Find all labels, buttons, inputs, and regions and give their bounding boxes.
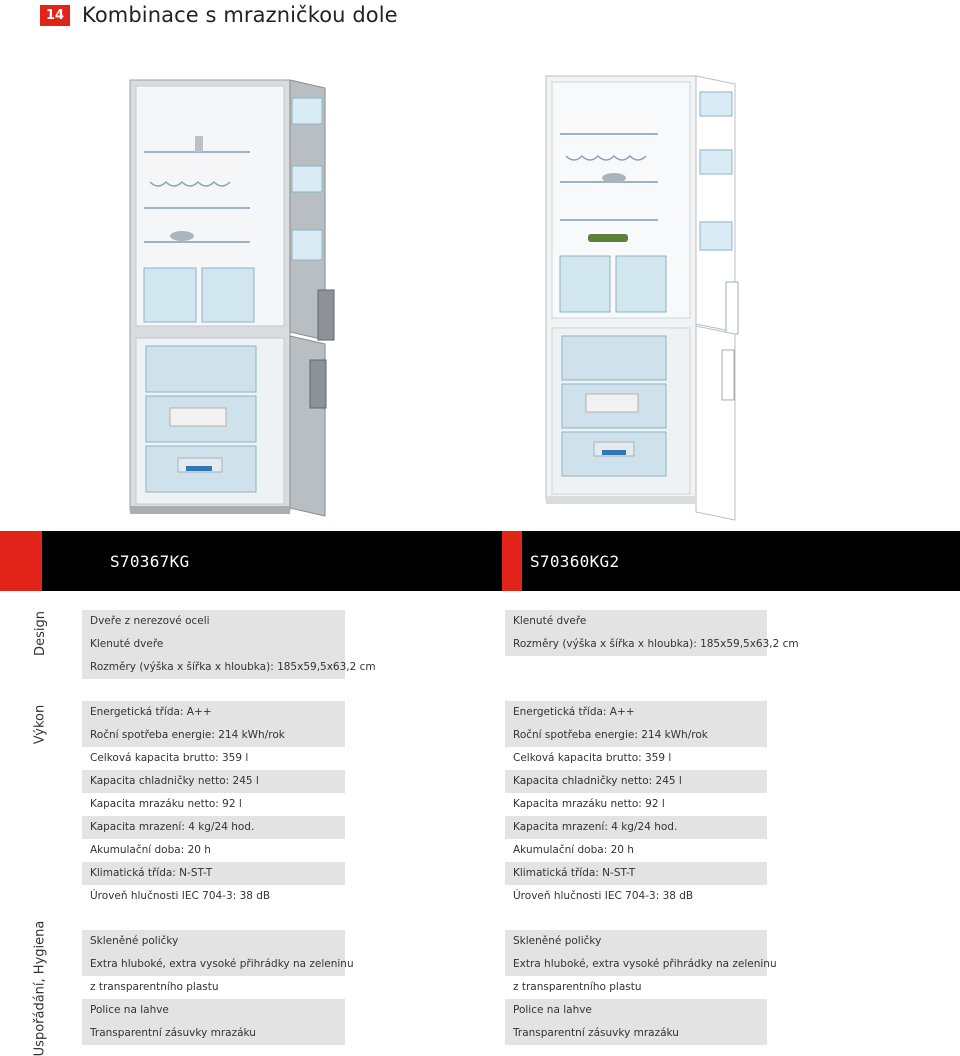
band-accent-left: [0, 531, 42, 591]
right-vykon-list: [505, 701, 767, 908]
section-label-design: Design: [32, 610, 48, 656]
spec-row: Kapacita chladničky netto: 245 l: [82, 770, 345, 793]
spec-row: Klenuté dveře: [505, 610, 767, 633]
model-name-right: S70360KG2: [530, 552, 620, 571]
spec-row: z transparentního plastu: [505, 976, 767, 999]
spec-row: Extra hluboké, extra vysoké přihrádky na zeleninu: [82, 953, 345, 976]
spec-row: Police na lahve: [505, 999, 767, 1022]
spec-row: Extra hluboké, extra vysoké přihrádky na zeleninu: [505, 953, 767, 976]
spec-row: z transparentního plastu: [82, 976, 345, 999]
spec-row: Celková kapacita brutto: 359 l: [82, 747, 345, 770]
page-number: 14: [40, 5, 70, 26]
spec-row: Energetická třída: A++: [505, 701, 767, 724]
page-title: Kombinace s mrazničkou dole: [82, 3, 398, 27]
spec-row: Roční spotřeba energie: 214 kWh/rok: [505, 724, 767, 747]
left-vykon-list: [82, 701, 345, 908]
spec-row: Kapacita mrazáku netto: 92 l: [505, 793, 767, 816]
spec-row: Klimatická třída: N-ST-T: [82, 862, 345, 885]
right-design-list: [505, 610, 799, 656]
spec-row: Police na lahve: [82, 999, 345, 1022]
fridge-image-s70360kg2: [530, 70, 770, 525]
spec-row: Transparentní zásuvky mrazáku: [82, 1022, 345, 1045]
spec-row: Kapacita mrazáku netto: 92 l: [82, 793, 345, 816]
left-usporadani-list: [82, 930, 354, 1045]
spec-row: Úroveň hlučnosti IEC 704-3: 38 dB: [505, 885, 767, 908]
spec-row: Klimatická třída: N-ST-T: [505, 862, 767, 885]
band-accent-right: [502, 531, 522, 591]
spec-row: Rozměry (výška x šířka x hloubka): 185x59,5x63,2 cm: [505, 633, 767, 656]
section-label-vykon: Výkon: [32, 704, 48, 744]
model-name-left: S70367KG: [110, 552, 190, 571]
spec-row: Skleněné poličky: [505, 930, 767, 953]
left-design-list: [82, 610, 376, 679]
spec-row: Klenuté dveře: [82, 633, 345, 656]
spec-row: Energetická třída: A++: [82, 701, 345, 724]
spec-row: Akumulační doba: 20 h: [505, 839, 767, 862]
spec-row: Dveře z nerezové oceli: [82, 610, 345, 633]
spec-row: Celková kapacita brutto: 359 l: [505, 747, 767, 770]
spec-row: Skleněné poličky: [82, 930, 345, 953]
spec-row: Kapacita mrazení: 4 kg/24 hod.: [82, 816, 345, 839]
spec-row: Kapacita mrazení: 4 kg/24 hod.: [505, 816, 767, 839]
spec-row: Transparentní zásuvky mrazáku: [505, 1022, 767, 1045]
spec-row: Roční spotřeba energie: 214 kWh/rok: [82, 724, 345, 747]
spec-row: Úroveň hlučnosti IEC 704-3: 38 dB: [82, 885, 345, 908]
spec-row: Akumulační doba: 20 h: [82, 839, 345, 862]
fridge-image-s70367kg: [110, 70, 360, 525]
spec-row: Rozměry (výška x šířka x hloubka): 185x59,5x63,2 cm: [82, 656, 345, 679]
spec-row: Kapacita chladničky netto: 245 l: [505, 770, 767, 793]
section-label-usporadani: Uspořádání, Hygiena: [32, 920, 48, 1056]
right-usporadani-list: [505, 930, 777, 1045]
